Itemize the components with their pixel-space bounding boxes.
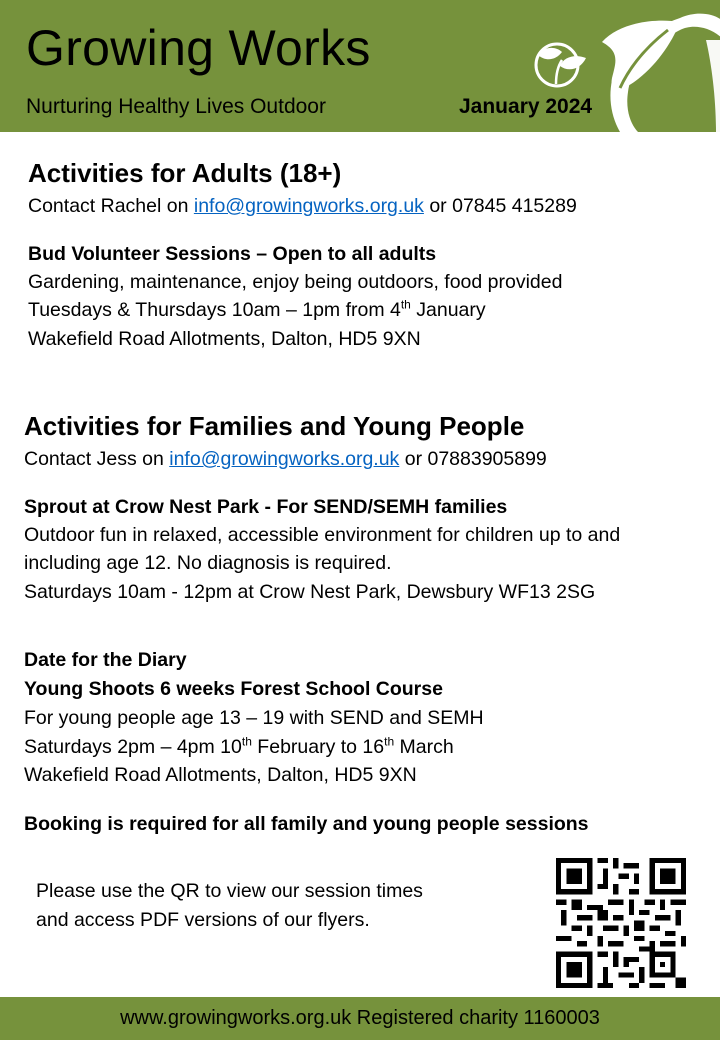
adults-heading: Activities for Adults (18+)	[28, 158, 342, 188]
bud-session-title: Bud Volunteer Sessions – Open to all adults	[28, 243, 437, 265]
contact-prefix: Contact Rachel on	[28, 195, 194, 217]
course-desc: For young people age 13 – 19 with SEND and SEMH	[24, 707, 484, 729]
page-title: Growing Works	[26, 20, 371, 76]
course-time	[24, 733, 454, 762]
sprout-desc-line1: Outdoor fun in relaxed, accessible environment for children up to and	[24, 524, 621, 546]
footer-bar	[0, 997, 720, 1040]
time-text: Saturdays 2pm – 4pm 10	[24, 736, 242, 758]
adults-email-link[interactable]: info@growingworks.org.uk	[193, 195, 424, 217]
tagline: Nurturing Healthy Lives Outdoor	[26, 95, 326, 118]
issue-date: January 2024	[459, 95, 593, 118]
contact-suffix: or 07845 415289	[423, 195, 577, 217]
sprout-desc-line2: including age 12. No diagnosis is required.	[24, 552, 392, 574]
families-heading: Activities for Families and Young People	[24, 411, 525, 441]
diary-label: Date for the Diary	[24, 649, 187, 671]
adults-contact	[28, 192, 577, 221]
time-text-mid: February to 16	[251, 736, 385, 758]
qr-code-icon[interactable]	[556, 858, 686, 988]
families-contact	[24, 445, 547, 474]
leaf-sprout-icon	[520, 0, 720, 132]
time-text-end: January	[410, 299, 486, 321]
time-text-end: March	[394, 736, 454, 758]
sprout-time: Saturdays 10am - 12pm at Crow Nest Park, Dewsbury WF13 2SG	[24, 581, 596, 603]
contact-suffix: or 07883905899	[399, 448, 547, 470]
time-text: Tuesdays & Thursdays 10am – 1pm from 4	[28, 299, 401, 321]
header-banner	[0, 0, 720, 132]
bud-session-time	[28, 296, 486, 325]
ordinal-suffix: th	[241, 734, 252, 749]
sprout-title: Sprout at Crow Nest Park - For SEND/SEMH families	[24, 496, 508, 518]
course-location: Wakefield Road Allotments, Dalton, HD5 9XN	[24, 764, 417, 786]
footer-text: www.growingworks.org.uk Registered charity 1160003	[120, 1007, 600, 1029]
bud-session-location: Wakefield Road Allotments, Dalton, HD5 9XN	[28, 328, 421, 350]
course-title: Young Shoots 6 weeks Forest School Course	[24, 678, 443, 700]
booking-note: Booking is required for all family and young people sessions	[24, 813, 589, 835]
bud-session-desc: Gardening, maintenance, enjoy being outdoors, food provided	[28, 271, 563, 293]
families-email-link[interactable]: info@growingworks.org.uk	[169, 448, 400, 470]
ordinal-suffix: th	[400, 297, 411, 312]
ordinal-suffix: th	[384, 734, 395, 749]
qr-text-line2: and access PDF versions of our flyers.	[36, 909, 370, 931]
contact-prefix: Contact Jess on	[24, 448, 170, 470]
qr-text-line1: Please use the QR to view our session times	[36, 880, 423, 902]
